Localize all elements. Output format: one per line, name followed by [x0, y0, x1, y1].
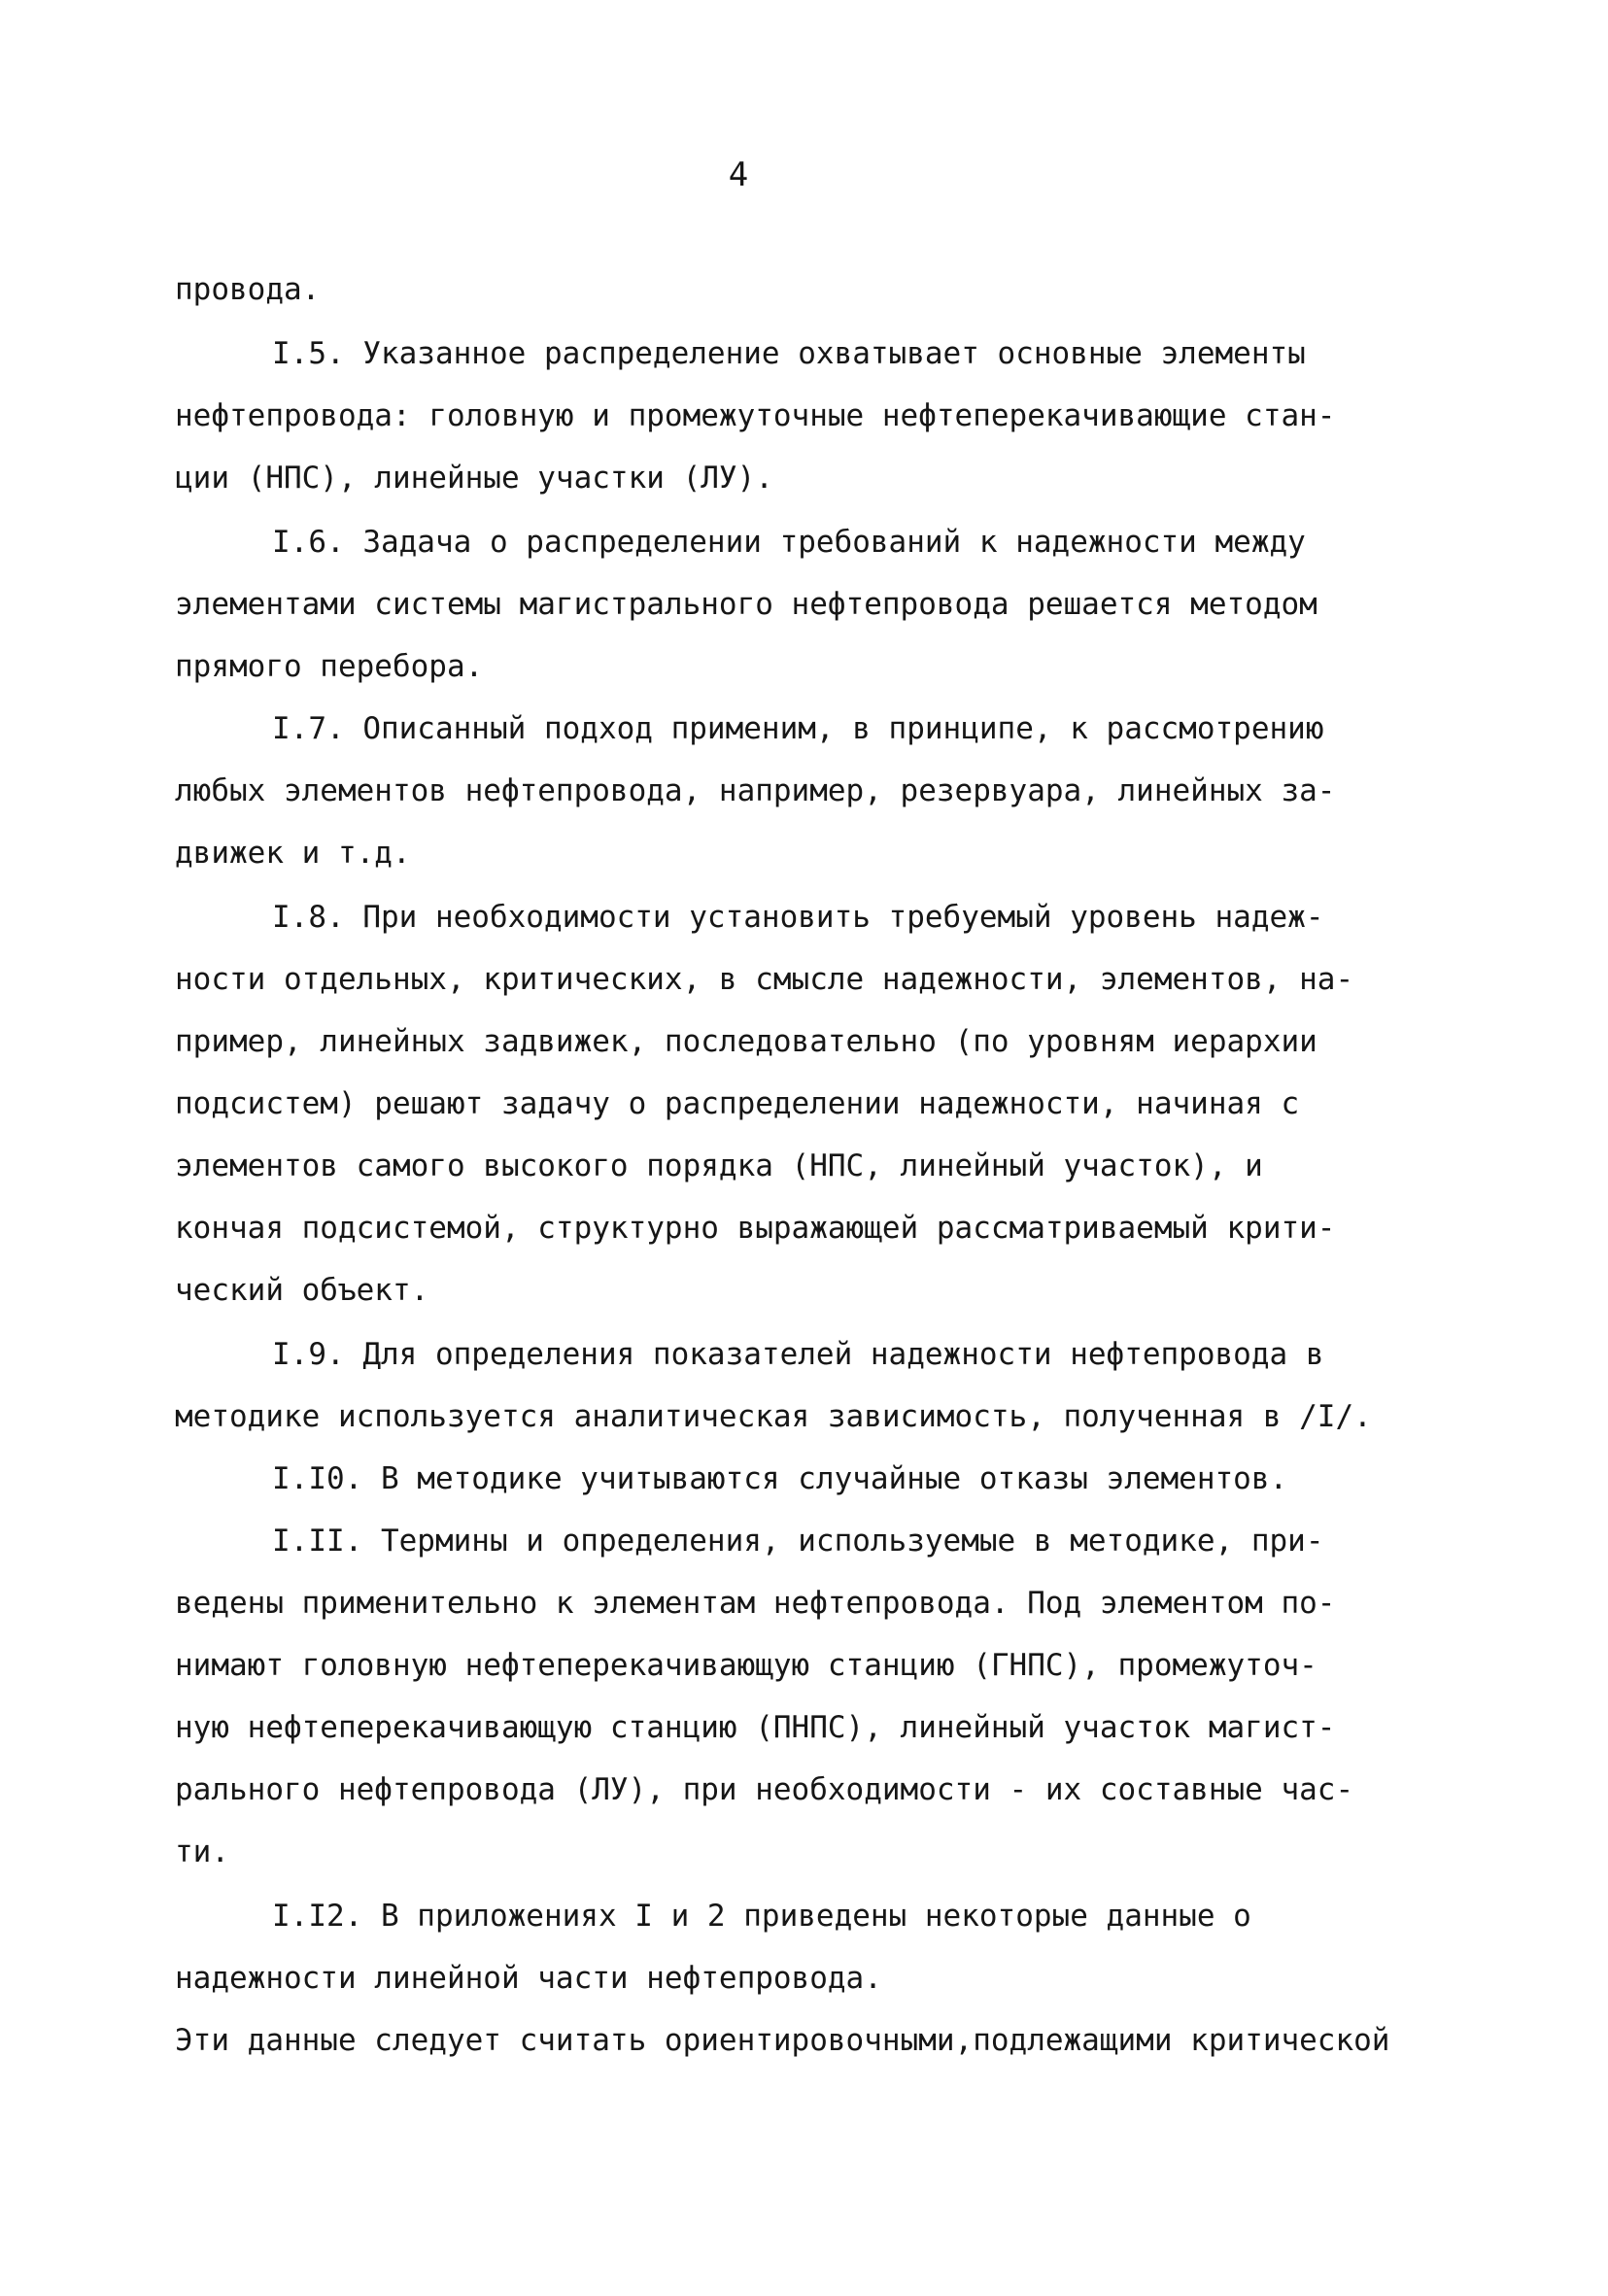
- paragraph-1-7-line: I.7. Описанный подход применим, в принципе, к рассмотрению: [272, 711, 1324, 746]
- paragraph-1-11-line: I.II. Термины и определения, используемые в методике, при-: [272, 1524, 1324, 1559]
- text-line: движек и т.д.: [175, 836, 411, 871]
- text-line: ности отдельных, критических, в смысле надежности, элементов, на-: [175, 962, 1354, 997]
- text-line: ции (НПС), линейные участки (ЛУ).: [175, 461, 773, 496]
- text-line: любых элементов нефтепровода, например, резервуара, линейных за-: [175, 773, 1336, 808]
- text-line: ную нефтеперекачивающую станцию (ПНПС), линейный участок магист-: [175, 1710, 1336, 1745]
- text-line: рального нефтепровода (ЛУ), при необходимости - их составные час-: [175, 1772, 1354, 1807]
- text-line: ческий объект.: [175, 1273, 429, 1308]
- text-line: Эти данные следует считать ориентировочными,подлежащими критической: [175, 2023, 1390, 2058]
- text-line: нефтепровода: головную и промежуточные нефтеперекачивающие стан-: [175, 398, 1336, 433]
- text-line: элементами системы магистрального нефтепровода решается методом: [175, 587, 1317, 622]
- text-line: нимают головную нефтеперекачивающую станцию (ГНПС), промежуточ-: [175, 1648, 1317, 1683]
- paragraph-1-5-line: I.5. Указанное распределение охватывает основные элементы: [272, 336, 1306, 371]
- paragraph-1-6-line: I.6. Задача о распределении требований к надежности между: [272, 525, 1306, 560]
- paragraph-1-9-line: I.9. Для определения показателей надежности нефтепровода в: [272, 1337, 1324, 1372]
- text-line: провода.: [175, 272, 321, 307]
- text-line: подсистем) решают задачу о распределении надежности, начиная с: [175, 1086, 1300, 1121]
- text-line: ти.: [175, 1834, 229, 1869]
- text-line: ведены применительно к элементам нефтепровода. Под элементом по-: [175, 1586, 1336, 1621]
- paragraph-1-8-line: I.8. При необходимости установить требуемый уровень надеж-: [272, 900, 1324, 935]
- text-line: методике используется аналитическая зависимость, полученная в /I/.: [175, 1399, 1372, 1434]
- text-line: элементов самого высокого порядка (НПС, линейный участок), и: [175, 1148, 1263, 1183]
- page-number: 4: [728, 155, 749, 194]
- paragraph-1-10-line: I.I0. В методике учитываются случайные отказы элементов.: [272, 1461, 1288, 1496]
- text-line: надежности линейной части нефтепровода.: [175, 1961, 882, 1996]
- paragraph-1-12-line: I.I2. В приложениях I и 2 приведены некоторые данные о: [272, 1899, 1251, 1934]
- text-line: прямого перебора.: [175, 649, 484, 684]
- text-line: пример, линейных задвижек, последовательно (по уровням иерархии: [175, 1024, 1317, 1059]
- text-line: кончая подсистемой, структурно выражающей рассматриваемый крити-: [175, 1211, 1336, 1246]
